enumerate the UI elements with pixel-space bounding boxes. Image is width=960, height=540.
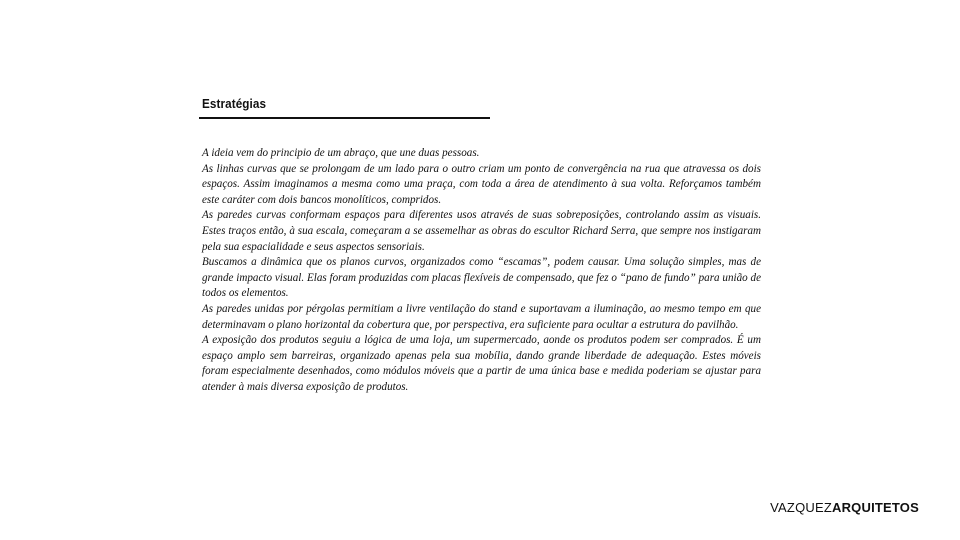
paragraph: A ideia vem do principio de um abraço, que une duas pessoas. xyxy=(202,147,480,159)
paragraph: Buscamos a dinâmica que os planos curvos, organizados como “escamas”, podem causar. Uma solução simples, mas de grande impacto visual. Elas foram produzidas com placas flexíveis de compensado, que fez o “pano de fundo” para união de todos os elementos. xyxy=(202,256,761,300)
brand-name-light: VAZQUEZ xyxy=(770,500,832,515)
body-text xyxy=(202,146,761,396)
paragraph: A exposição dos produtos seguiu a lógica de uma loja, um supermercado, aonde os produtos podem ser comprados. É um espaço amplo sem barreiras, organizado apenas pela sua mobília, dando grande liberdade de adequação. Estes móveis foram especialmente desenhados, como módulos móveis que a partir de uma única base e medida poderiam se ajustar para atender à mais diversa exposição de produtos. xyxy=(202,334,761,393)
paragraph: As paredes unidas por pérgolas permitiam a livre ventilação do stand e suportavam a iluminação, ao mesmo tempo em que determinavam o plano horizontal da cobertura que, por perspectiva, era suficiente para ocultar a estrutura do pavilhão. xyxy=(202,302,761,331)
title-underline xyxy=(199,117,490,119)
brand-logo xyxy=(770,500,919,515)
paragraph: As linhas curvas que se prolongam de um lado para o outro criam um ponto de convergência na rua que atravessa os dois espaços. Assim imaginamos a mesma como uma praça, com toda a área de atendimento à sua volta. Reforçamos também este caráter com dois bancos monolíticos, compridos. xyxy=(202,162,761,206)
brand-name-bold: ARQUITETOS xyxy=(832,500,919,515)
paragraph: As paredes curvas conformam espaços para diferentes usos através de suas sobreposições, controlando assim as visuais. Estes traços então, à sua escala, começaram a se assemelhar as obras do escultor Richard Serra, que sempre nos instigaram pela sua espacialidade e seus aspectos sensoriais. xyxy=(202,209,761,253)
section-title: Estratégias xyxy=(202,96,267,111)
